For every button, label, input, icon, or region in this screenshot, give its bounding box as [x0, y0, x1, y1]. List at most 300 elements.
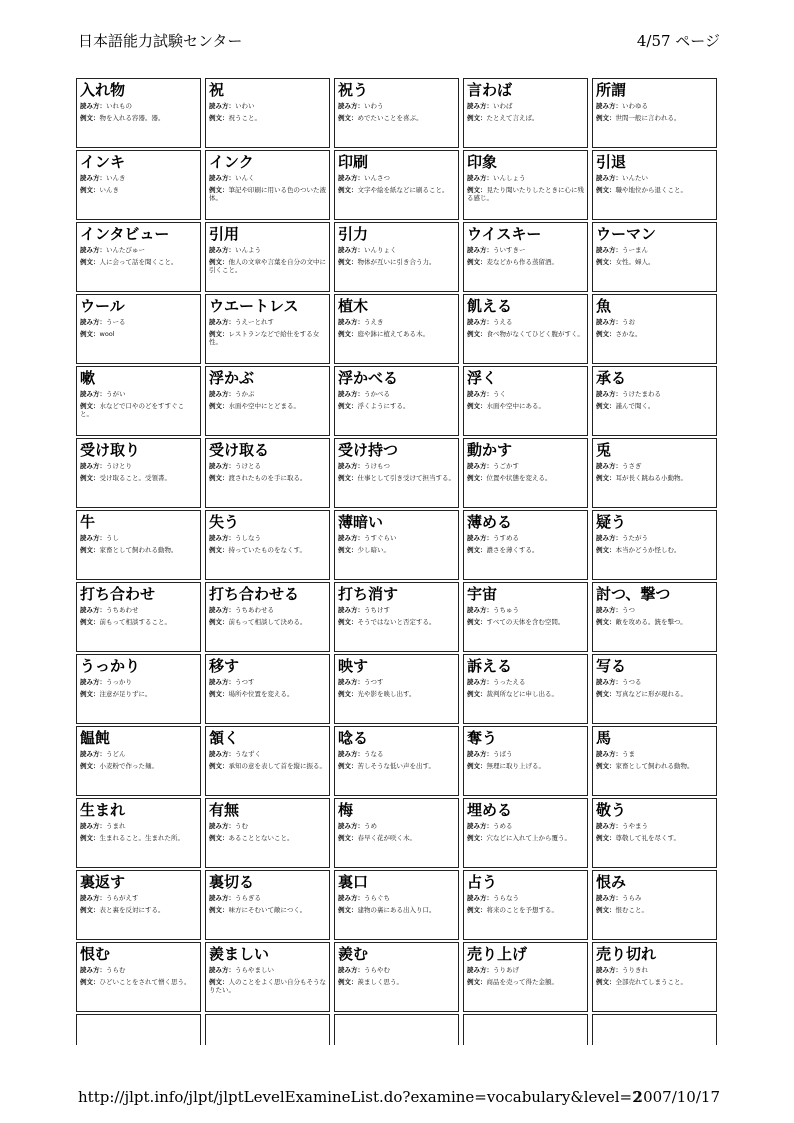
example-label: 例文：: [338, 330, 358, 338]
vocab-card-partial: [205, 1014, 330, 1045]
reading-value: うたがう: [622, 534, 648, 542]
footer-date: 2007/10/17: [633, 1088, 720, 1106]
vocab-reading: [209, 102, 326, 110]
vocab-word: 言わば: [467, 81, 513, 99]
reading-label: 読み方：: [209, 606, 235, 614]
example-value: 家畜として飼われる動物。: [99, 546, 178, 554]
vocab-example: [467, 402, 584, 410]
vocab-row: [76, 510, 719, 580]
example-label: 例文：: [338, 618, 358, 626]
vocab-example: [467, 834, 584, 842]
vocab-word: 羨ましい: [209, 945, 270, 963]
vocab-example: [467, 186, 584, 202]
reading-value: うやまう: [622, 822, 648, 830]
vocab-example: [80, 186, 197, 194]
vocab-card: [334, 366, 459, 436]
vocab-reading: [80, 390, 197, 398]
example-value: 表と裏を反対にする。: [99, 906, 165, 914]
example-value: 敵を攻める。銃を撃つ。: [615, 618, 687, 626]
vocab-card: [592, 78, 717, 148]
vocab-card-partial: [76, 1014, 201, 1045]
example-label: 例文：: [596, 546, 616, 554]
example-label: 例文：: [467, 114, 487, 122]
vocab-reading: [467, 894, 584, 902]
example-label: 例文：: [467, 618, 487, 626]
vocab-card: [76, 366, 201, 436]
reading-value: いわい: [235, 102, 255, 110]
vocab-row: [76, 366, 719, 436]
vocab-reading: [209, 822, 326, 830]
vocab-card: [334, 510, 459, 580]
vocab-word: 頷く: [209, 729, 240, 747]
reading-label: 読み方：: [596, 102, 622, 110]
vocab-word: 印刷: [338, 153, 369, 171]
vocab-reading: [596, 534, 713, 542]
vocab-example: [209, 978, 326, 994]
example-label: 例文：: [596, 906, 616, 914]
example-label: 例文：: [467, 258, 487, 266]
vocab-word: 承る: [596, 369, 627, 387]
vocab-card: [463, 510, 588, 580]
reading-value: うすぐらい: [364, 534, 397, 542]
vocab-card: [592, 438, 717, 508]
reading-value: うめる: [493, 822, 513, 830]
reading-value: うちあわせ: [106, 606, 139, 614]
example-value: 庭や鉢に植えてある木。: [357, 330, 429, 338]
vocab-card: [76, 150, 201, 220]
reading-value: いんく: [235, 174, 255, 182]
reading-label: 読み方：: [338, 534, 364, 542]
vocab-card: [334, 582, 459, 652]
vocab-word: 嗽: [80, 369, 96, 387]
vocab-word: ウイスキー: [467, 225, 542, 243]
example-label: 例文：: [80, 978, 100, 986]
vocab-card: [205, 150, 330, 220]
reading-value: いんさつ: [364, 174, 390, 182]
vocab-reading: [80, 174, 197, 182]
vocab-example: [80, 690, 197, 698]
example-value: 恨むこと。: [615, 906, 648, 914]
vocab-word: 生まれ: [80, 801, 126, 819]
vocab-reading: [467, 750, 584, 758]
example-label: 例文：: [338, 978, 358, 986]
example-label: 例文：: [80, 474, 100, 482]
example-label: 例文：: [209, 186, 229, 194]
vocab-card: [463, 582, 588, 652]
reading-label: 読み方：: [80, 606, 106, 614]
vocab-row: [76, 798, 719, 868]
example-value: 濃さを薄くする。: [486, 546, 539, 554]
vocab-reading: [338, 246, 455, 254]
vocab-card: [463, 798, 588, 868]
vocab-example: [209, 762, 326, 770]
vocab-word: 埋める: [467, 801, 513, 819]
vocab-word: 馬: [596, 729, 612, 747]
reading-label: 読み方：: [467, 894, 493, 902]
example-value: 将来のことを予想する。: [486, 906, 558, 914]
example-value: 光や影を映し出す。: [357, 690, 416, 698]
vocab-reading: [80, 894, 197, 902]
vocab-card: [205, 870, 330, 940]
example-label: 例文：: [338, 474, 358, 482]
vocab-reading: [338, 822, 455, 830]
reading-label: 読み方：: [80, 390, 106, 398]
vocab-word: ウーマン: [596, 225, 657, 243]
vocab-example: [596, 690, 713, 698]
reading-label: 読み方：: [209, 678, 235, 686]
example-value: 苦しそうな低い声を出す。: [357, 762, 435, 770]
vocab-reading: [596, 894, 713, 902]
vocab-card: [592, 582, 717, 652]
example-value: そうではないと否定する。: [357, 618, 436, 626]
reading-value: うーる: [106, 318, 126, 326]
reading-value: うらやましい: [235, 966, 274, 974]
vocab-word: 敬う: [596, 801, 627, 819]
vocab-example: [80, 906, 197, 914]
reading-value: うけとる: [235, 462, 261, 470]
example-label: 例文：: [80, 834, 100, 842]
vocab-reading: [338, 966, 455, 974]
vocab-word: ウエートレス: [209, 297, 299, 315]
reading-label: 読み方：: [467, 534, 493, 542]
example-value: 食べ物がなくてひどく腹がすく。: [486, 330, 584, 338]
vocab-word: 浮かべる: [338, 369, 399, 387]
vocab-reading: [338, 750, 455, 758]
reading-label: 読み方：: [467, 318, 493, 326]
vocab-example: [596, 474, 713, 482]
example-label: 例文：: [80, 618, 100, 626]
vocab-reading: [467, 822, 584, 830]
reading-value: うちゅう: [493, 606, 519, 614]
reading-label: 読み方：: [338, 966, 364, 974]
vocab-word: 奪う: [467, 729, 498, 747]
reading-label: 読み方：: [80, 318, 106, 326]
vocab-example: [596, 906, 713, 914]
example-value: あることとないこと。: [228, 834, 294, 842]
vocab-card: [76, 798, 201, 868]
vocab-card: [463, 438, 588, 508]
reading-label: 読み方：: [467, 174, 493, 182]
vocab-example: [467, 690, 584, 698]
vocab-card: [463, 294, 588, 364]
reading-label: 読み方：: [209, 534, 235, 542]
vocab-example: [596, 546, 713, 554]
vocab-reading: [596, 966, 713, 974]
reading-value: うりあげ: [493, 966, 519, 974]
vocab-word: 有無: [209, 801, 240, 819]
vocab-reading: [467, 390, 584, 398]
example-label: 例文：: [80, 762, 100, 770]
reading-value: うかべる: [364, 390, 390, 398]
vocab-word: 恨み: [596, 873, 627, 891]
vocab-reading: [209, 246, 326, 254]
vocab-example: [338, 618, 455, 626]
reading-label: 読み方：: [80, 534, 106, 542]
example-label: 例文：: [596, 690, 616, 698]
example-label: 例文：: [596, 186, 616, 194]
reading-value: うらがえす: [106, 894, 139, 902]
reading-value: ういすきー: [493, 246, 526, 254]
vocab-example: [80, 978, 197, 986]
example-label: 例文：: [467, 978, 487, 986]
example-value: 前もって相談して決める。: [228, 618, 307, 626]
vocab-card: [334, 78, 459, 148]
vocab-reading: [80, 318, 197, 326]
example-label: 例文：: [209, 546, 229, 554]
reading-label: 読み方：: [80, 102, 106, 110]
vocab-word: 訴える: [467, 657, 513, 675]
vocab-reading: [209, 462, 326, 470]
vocab-card-partial: [334, 1014, 459, 1045]
vocab-card: [205, 582, 330, 652]
vocab-reading: [596, 606, 713, 614]
vocab-word: 薄暗い: [338, 513, 384, 531]
vocab-example: [209, 618, 326, 626]
reading-value: うらみ: [622, 894, 642, 902]
vocab-reading: [338, 318, 455, 326]
vocab-card: [76, 582, 201, 652]
reading-label: 読み方：: [338, 606, 364, 614]
reading-value: いんき: [106, 174, 126, 182]
vocab-word: 映す: [338, 657, 369, 675]
vocab-example: [209, 690, 326, 698]
reading-value: うなずく: [235, 750, 261, 758]
example-label: 例文：: [596, 618, 616, 626]
vocab-card: [76, 222, 201, 292]
vocab-example: [80, 114, 197, 122]
example-value: 小麦粉で作った麺。: [99, 762, 158, 770]
reading-label: 読み方：: [209, 894, 235, 902]
vocab-card: [334, 942, 459, 1012]
reading-value: うどん: [106, 750, 126, 758]
reading-value: いんたい: [622, 174, 648, 182]
example-label: 例文：: [467, 330, 487, 338]
vocab-word: 裏口: [338, 873, 369, 891]
example-label: 例文：: [338, 258, 358, 266]
vocab-example: [209, 402, 326, 410]
example-value: 耳が長く跳ねる小動物。: [615, 474, 687, 482]
vocab-word: 動かす: [467, 441, 513, 459]
reading-label: 読み方：: [338, 174, 364, 182]
reading-label: 読み方：: [209, 462, 235, 470]
vocab-word: 唸る: [338, 729, 369, 747]
vocab-example: [467, 618, 584, 626]
example-value: いんき: [99, 186, 119, 194]
vocab-card: [334, 798, 459, 868]
reading-value: うし: [106, 534, 119, 542]
reading-value: うま: [622, 750, 635, 758]
example-value: 持っていたものをなくす。: [228, 546, 306, 554]
vocab-word: 打ち合わせ: [80, 585, 156, 603]
reading-value: うめ: [364, 822, 377, 830]
vocab-card: [592, 870, 717, 940]
vocab-word: うっかり: [80, 657, 141, 675]
vocab-example: [338, 330, 455, 338]
vocab-card: [592, 150, 717, 220]
vocab-reading: [80, 606, 197, 614]
reading-value: いんよう: [235, 246, 261, 254]
example-value: 他人の文章や言葉を自分の文中に引くこと。: [209, 258, 326, 274]
example-value: すべての天体を含む空間。: [486, 618, 565, 626]
vocab-reading: [80, 966, 197, 974]
example-label: 例文：: [209, 258, 229, 266]
vocab-example: [467, 330, 584, 338]
example-label: 例文：: [338, 546, 358, 554]
reading-label: 読み方：: [209, 102, 235, 110]
vocab-example: [596, 402, 713, 410]
vocab-example: [596, 834, 713, 842]
example-value: 物を入れる容器。器。: [99, 114, 165, 122]
reading-label: 読み方：: [209, 318, 235, 326]
vocab-row: [76, 942, 719, 1012]
vocab-example: [596, 186, 713, 194]
reading-label: 読み方：: [209, 822, 235, 830]
reading-label: 読み方：: [467, 822, 493, 830]
reading-label: 読み方：: [338, 246, 364, 254]
vocab-word: インキ: [80, 153, 126, 171]
example-label: 例文：: [209, 978, 229, 986]
vocab-card: [205, 726, 330, 796]
vocab-word: インク: [209, 153, 254, 171]
vocab-example: [467, 114, 584, 122]
vocab-card: [76, 870, 201, 940]
example-label: 例文：: [209, 330, 229, 338]
footer-url: http://jlpt.info/jlpt/jlptLevelExamineList.do?examine=vocabulary&level=2: [78, 1088, 642, 1106]
example-value: 場所や位置を変える。: [228, 690, 294, 698]
reading-value: うらぐち: [364, 894, 390, 902]
vocab-example: [209, 186, 326, 202]
vocab-example: [209, 474, 326, 482]
vocab-example: [80, 474, 197, 482]
vocab-row-partial: [76, 1014, 719, 1045]
vocab-example: [338, 186, 455, 194]
vocab-word: 入れ物: [80, 81, 126, 99]
reading-value: うらやむ: [364, 966, 390, 974]
vocab-reading: [596, 318, 713, 326]
vocab-row: [76, 654, 719, 724]
vocab-word: 梅: [338, 801, 354, 819]
vocab-word: 兎: [596, 441, 612, 459]
vocab-word: 疑う: [596, 513, 627, 531]
example-value: 受け取ること。受領書。: [99, 474, 171, 482]
vocab-reading: [467, 606, 584, 614]
reading-value: うえき: [364, 318, 384, 326]
vocab-example: [338, 474, 455, 482]
vocab-example: [209, 330, 326, 346]
reading-value: うらなう: [493, 894, 519, 902]
vocab-example: [338, 690, 455, 698]
vocab-reading: [467, 318, 584, 326]
example-value: 裁判所などに申し出る。: [486, 690, 558, 698]
vocab-card: [205, 222, 330, 292]
reading-value: うお: [622, 318, 635, 326]
vocab-example: [338, 258, 455, 266]
example-value: 家畜として飼われる動物。: [615, 762, 694, 770]
reading-value: うちあわせる: [235, 606, 274, 614]
vocab-word: 占う: [467, 873, 498, 891]
example-value: 穴などに入れて上から覆う。: [486, 834, 571, 842]
vocab-card: [76, 78, 201, 148]
vocab-word: 討つ、撃つ: [596, 585, 671, 603]
reading-value: いわば: [493, 102, 513, 110]
reading-value: うけたまわる: [622, 390, 661, 398]
vocab-reading: [80, 678, 197, 686]
vocab-card: [463, 222, 588, 292]
example-value: 人に会って話を聞くこと。: [99, 258, 178, 266]
vocab-reading: [80, 822, 197, 830]
vocab-card: [76, 942, 201, 1012]
reading-label: 読み方：: [596, 462, 622, 470]
reading-value: うつ: [622, 606, 635, 614]
vocab-row: [76, 78, 719, 148]
reading-label: 読み方：: [80, 462, 106, 470]
vocab-card: [463, 726, 588, 796]
reading-value: うなる: [364, 750, 384, 758]
reading-label: 読み方：: [467, 678, 493, 686]
example-value: 浮くようにする。: [357, 402, 410, 410]
example-value: 生まれること。生まれた所。: [99, 834, 184, 842]
example-label: 例文：: [467, 834, 487, 842]
vocab-example: [80, 402, 197, 418]
vocab-card: [205, 510, 330, 580]
example-label: 例文：: [596, 330, 616, 338]
vocab-card: [334, 870, 459, 940]
vocab-reading: [338, 534, 455, 542]
reading-label: 読み方：: [209, 750, 235, 758]
example-value: 写真などに形が現れる。: [615, 690, 687, 698]
vocab-example: [80, 762, 197, 770]
vocab-word: 牛: [80, 513, 96, 531]
example-value: 前もって相談すること。: [99, 618, 171, 626]
example-label: 例文：: [596, 402, 616, 410]
vocab-card-partial: [463, 1014, 588, 1045]
vocab-example: [80, 258, 197, 266]
example-value: さかな。: [615, 330, 642, 338]
vocab-reading: [209, 966, 326, 974]
vocab-example: [467, 258, 584, 266]
vocab-example: [467, 906, 584, 914]
vocab-example: [80, 834, 197, 842]
vocab-example: [338, 906, 455, 914]
example-value: 謹んで聞く。: [615, 402, 655, 410]
vocab-card: [334, 294, 459, 364]
vocab-card: [334, 222, 459, 292]
reading-label: 読み方：: [80, 174, 106, 182]
vocab-card: [205, 438, 330, 508]
vocab-word: インタビュー: [80, 225, 170, 243]
vocab-reading: [467, 462, 584, 470]
vocab-reading: [596, 822, 713, 830]
vocab-row: [76, 438, 719, 508]
vocab-word: 引退: [596, 153, 627, 171]
example-label: 例文：: [338, 834, 358, 842]
example-label: 例文：: [596, 978, 616, 986]
vocab-word: 引力: [338, 225, 369, 243]
example-label: 例文：: [467, 402, 487, 410]
vocab-reading: [80, 750, 197, 758]
example-label: 例文：: [467, 186, 487, 194]
vocab-example: [596, 114, 713, 122]
example-value: 本当かどうか怪しむ。: [615, 546, 681, 554]
reading-value: うかぶ: [235, 390, 255, 398]
vocab-example: [467, 978, 584, 986]
vocab-example: [80, 546, 197, 554]
example-value: 少し暗い。: [357, 546, 390, 554]
reading-label: 読み方：: [596, 534, 622, 542]
vocab-reading: [467, 246, 584, 254]
vocab-word: 饂飩: [80, 729, 111, 747]
reading-label: 読み方：: [467, 102, 493, 110]
